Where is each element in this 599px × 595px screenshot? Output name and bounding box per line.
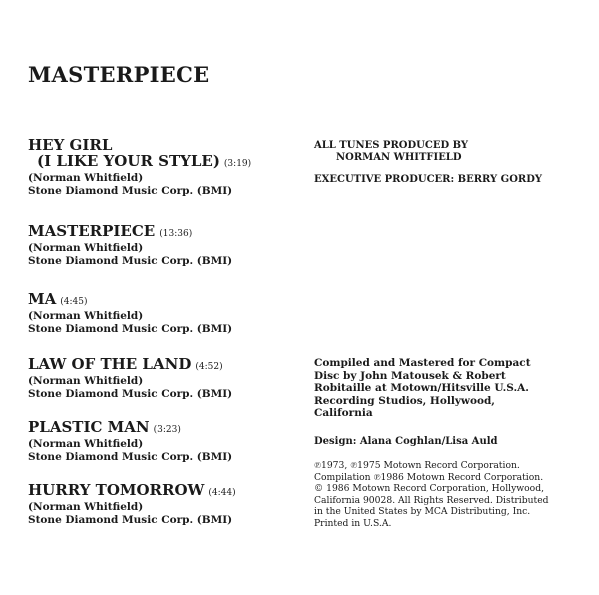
legal-notice [314, 460, 576, 530]
track-item [28, 291, 328, 336]
track-publisher: Stone Diamond Music Corp. (BMI) [28, 514, 233, 526]
track-title [28, 356, 328, 375]
track-duration: (3:19) [223, 159, 252, 169]
track-title-text: HURRY TOMORROW [28, 481, 205, 499]
track-title-text: PLASTIC MAN [28, 418, 150, 436]
production-credits [314, 140, 576, 186]
track-duration: (13:36) [159, 229, 193, 239]
track-publisher: Stone Diamond Music Corp. (BMI) [28, 185, 233, 197]
track-title [28, 223, 328, 242]
track-title [28, 291, 328, 310]
track-publisher: Stone Diamond Music Corp. (BMI) [28, 451, 233, 463]
compiled-line: California [314, 407, 373, 419]
track-publisher: Stone Diamond Music Corp. (BMI) [28, 388, 233, 400]
track-writer: (Norman Whitfield) [28, 501, 144, 513]
track-title [28, 137, 328, 172]
compiled-line: Disc by John Matousek & Robert [314, 369, 506, 382]
legal-line: Printed in U.S.A. [314, 517, 392, 529]
track-writer: (Norman Whitfield) [28, 172, 144, 184]
compiled-line: Robitaille at Motown/Hitsville U.S.A. [314, 382, 529, 394]
track-publisher: Stone Diamond Music Corp. (BMI) [28, 323, 233, 335]
compiled-line: Recording Studios, Hollywood, [314, 394, 495, 407]
track-writer: (Norman Whitfield) [28, 242, 144, 254]
track-title-text: MASTERPIECE [28, 222, 156, 240]
legal-line: California 90028. All Rights Reserved. Distributed [314, 494, 549, 506]
compiled-line: Compiled and Mastered for Compact [314, 357, 531, 369]
track-item [28, 137, 328, 198]
track-writer: (Norman Whitfield) [28, 310, 144, 322]
legal-line: in the United States by MCA Distributing, Inc. [314, 506, 531, 518]
track-title [28, 482, 328, 501]
track-title [28, 419, 328, 438]
track-duration: (3:23) [153, 425, 181, 435]
track-duration: (4:52) [195, 362, 223, 372]
track-item [28, 419, 328, 464]
track-title-line [28, 153, 328, 172]
track-publisher: Stone Diamond Music Corp. (BMI) [28, 255, 233, 267]
compiled-credits [314, 357, 576, 420]
track-duration: (4:44) [208, 488, 236, 498]
executive-producer: EXECUTIVE PRODUCER: BERRY GORDY [314, 174, 543, 185]
track-title-text: (I LIKE YOUR STYLE) [37, 152, 220, 170]
album-title: MASTERPIECE [28, 62, 210, 87]
design-credit: Design: Alana Coghlan/Lisa Auld [314, 436, 498, 447]
track-writer: (Norman Whitfield) [28, 375, 144, 387]
produced-by-line: ALL TUNES PRODUCED BY [314, 140, 469, 151]
track-title-text: MA [28, 290, 57, 308]
track-item [28, 482, 328, 527]
legal-line: ℗1973, ℗1975 Motown Record Corporation. [314, 460, 520, 471]
legal-line: © 1986 Motown Record Corporation, Hollywood, [314, 483, 544, 495]
legal-line: Compilation ℗1986 Motown Record Corporation. [314, 471, 544, 483]
producer-name: NORMAN WHITFIELD [336, 152, 462, 163]
track-writer: (Norman Whitfield) [28, 438, 144, 450]
track-title-text: LAW OF THE LAND [28, 355, 192, 373]
track-duration: (4:45) [60, 297, 88, 307]
track-item [28, 223, 328, 268]
track-title-line: HEY GIRL [28, 136, 113, 154]
track-item [28, 356, 328, 401]
